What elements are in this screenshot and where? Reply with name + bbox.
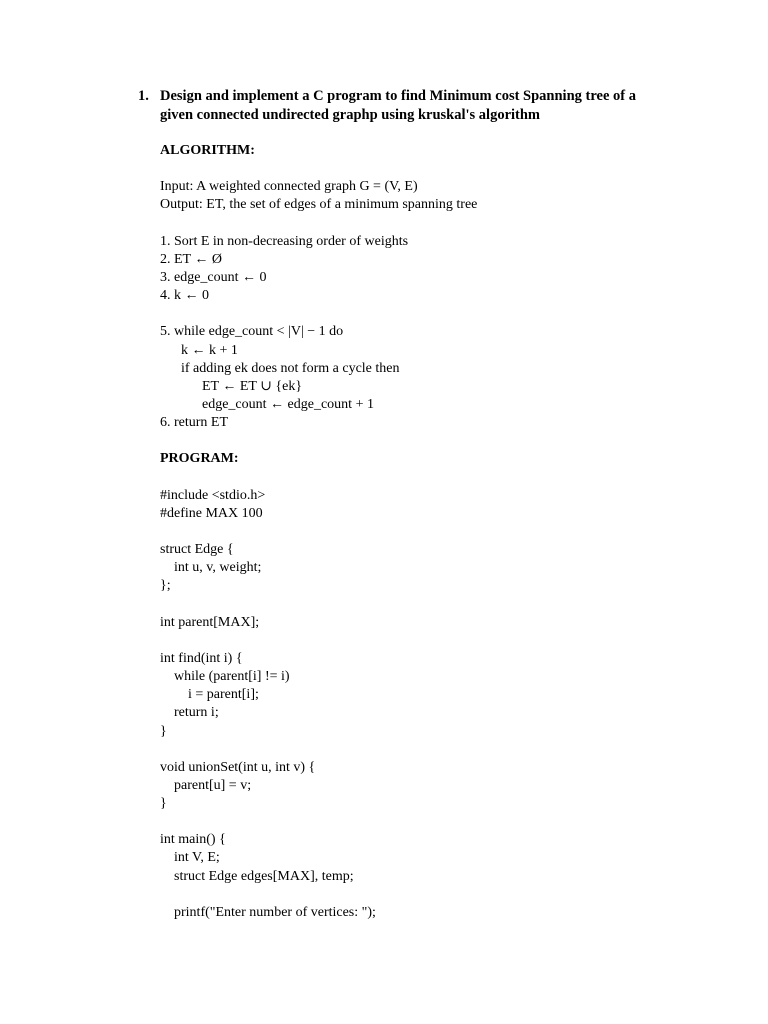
algorithm-loop-line-3: ET ← ET ∪ {ek} — [202, 378, 303, 394]
code-line: return i; — [160, 705, 219, 721]
code-line: struct Edge edges[MAX], temp; — [160, 868, 354, 884]
code-line — [160, 523, 720, 541]
algorithm-loop-line-4: edge_count ← edge_count + 1 — [202, 396, 374, 412]
code-line: } — [160, 796, 167, 812]
code-line: #include <stdio.h> — [160, 487, 266, 503]
code-line: void unionSet(int u, int v) { — [160, 759, 316, 775]
algorithm-final-step: 6. return ET — [160, 415, 229, 431]
code-line: i = parent[i]; — [160, 687, 259, 703]
code-line — [160, 741, 720, 759]
algorithm-input: Input: A weighted connected graph G = (V, E) — [160, 179, 418, 195]
algorithm-loop-header: 5. while edge_count < |V| − 1 do — [160, 324, 344, 340]
algorithm-loop-line-1: k ← k + 1 — [181, 342, 238, 358]
algorithm-loop-line-2: if adding ek does not form a cycle then — [181, 360, 400, 376]
question-number: 1. — [138, 88, 149, 104]
code-line: #define MAX 100 — [160, 505, 263, 521]
question-title — [138, 87, 678, 125]
code-line: int parent[MAX]; — [160, 614, 260, 630]
code-line — [160, 596, 720, 614]
algorithm-step-2: 2. ET ← Ø — [160, 251, 222, 267]
code-line: while (parent[i] != i) — [160, 669, 290, 685]
program-heading: PROGRAM: — [160, 451, 239, 467]
code-line — [160, 813, 720, 831]
code-line: parent[u] = v; — [160, 777, 252, 793]
code-line: printf("Enter number of vertices: "); — [160, 904, 376, 920]
algorithm-step-4: 4. k ← 0 — [160, 288, 209, 304]
program-code — [160, 487, 720, 922]
code-line: int main() { — [160, 832, 226, 848]
question-title-line-2: given connected undirected graphp using kruskal's algorithm — [160, 107, 541, 123]
code-line: } — [160, 723, 167, 739]
algorithm-step-3: 3. edge_count ← 0 — [160, 269, 267, 285]
code-line: int u, v, weight; — [160, 560, 262, 576]
code-line: }; — [160, 578, 171, 594]
algorithm-output: Output: ET, the set of edges of a minimum spanning tree — [160, 197, 478, 213]
code-line: int V, E; — [160, 850, 220, 866]
algorithm-step-1: 1. Sort E in non-decreasing order of weights — [160, 233, 409, 249]
document-body — [160, 142, 720, 922]
algorithm-heading: ALGORITHM: — [160, 143, 255, 158]
code-line — [160, 886, 720, 904]
code-line: struct Edge { — [160, 542, 234, 558]
question-title-line-1: Design and implement a C program to find Minimum cost Spanning tree of a — [160, 88, 636, 104]
code-line — [160, 632, 720, 650]
code-line: int find(int i) { — [160, 650, 243, 666]
